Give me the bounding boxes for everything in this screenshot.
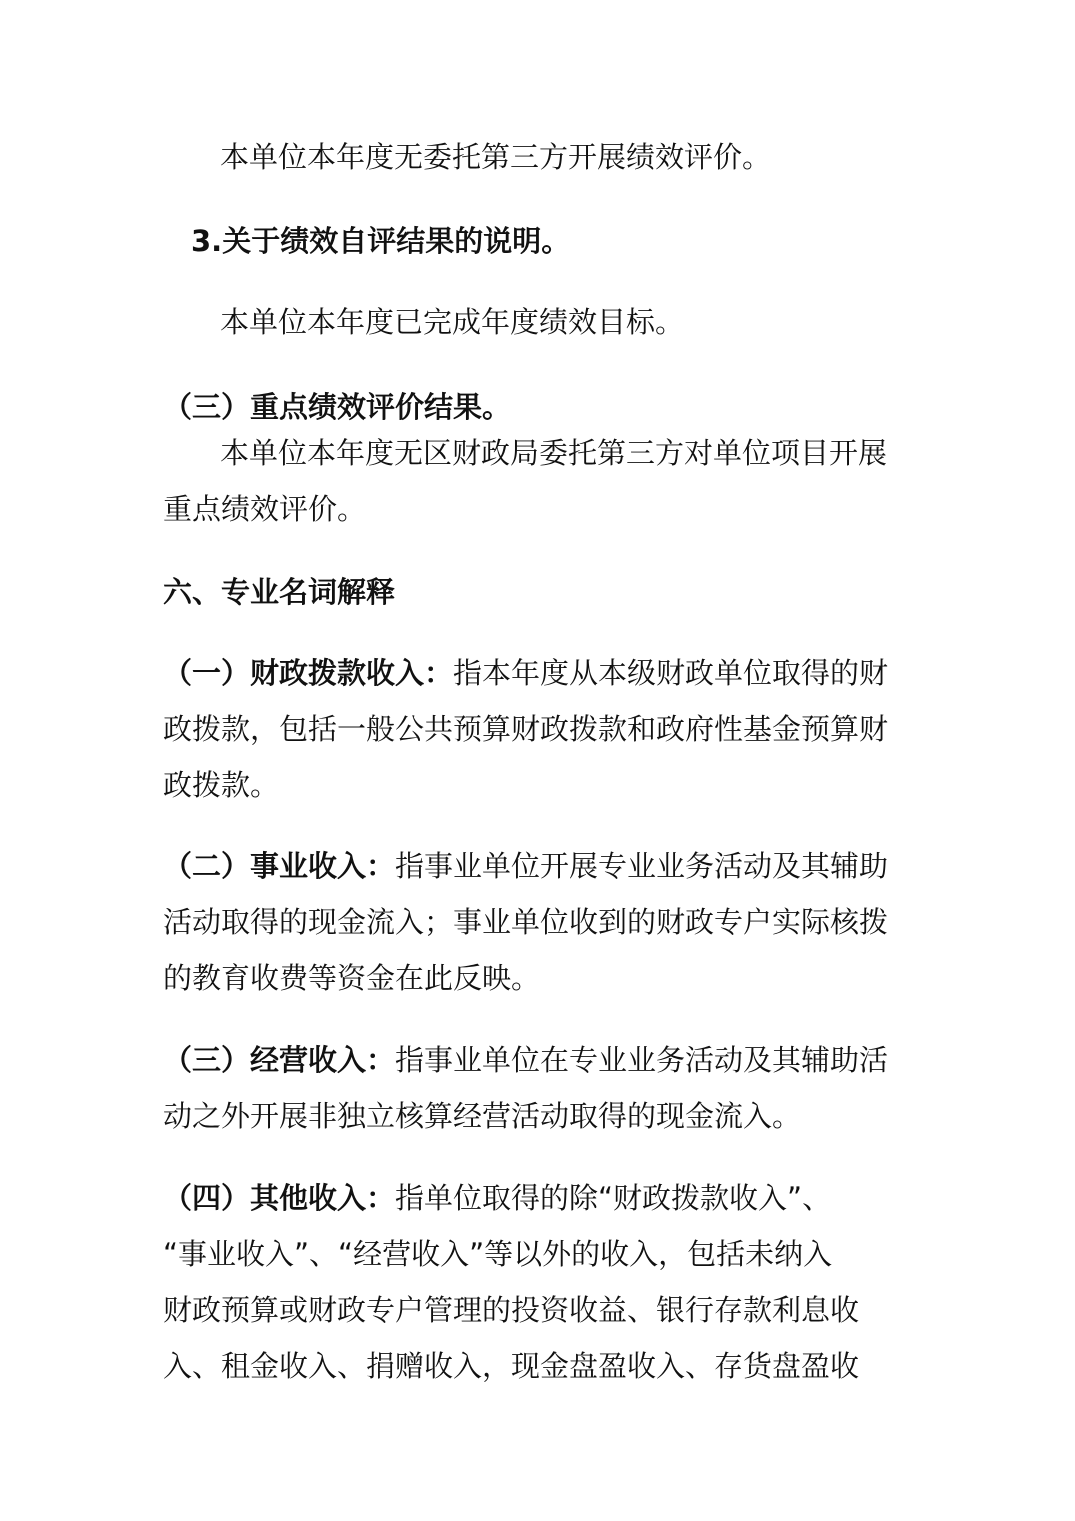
definition-4-text: 指单位取得的除“财政拨款收入”、 [395,1181,832,1215]
definition-1-line-3: 政拨款。 [163,768,280,802]
definition-1-text: 指本年度从本级财政单位取得的财 [453,656,889,690]
heading-key-performance-evaluation: （三）重点绩效评价结果。 [163,390,512,424]
definition-2-text: 指事业单位开展专业业务活动及其辅助 [395,849,889,883]
heading-terminology: 六、专业名词解释 [163,575,396,609]
definition-3-term: （三）经营收入： [163,1043,396,1077]
definition-4-line-1 [163,1178,831,1218]
definition-2-line-3: 的教育收费等资金在此反映。 [163,961,541,995]
definition-3-line-2: 动之外开展非独立核算经营活动取得的现金流入。 [163,1099,802,1133]
definition-4-line-3: 财政预算或财政专户管理的投资收益、银行存款利息收 [163,1293,860,1327]
definition-2-line-2: 活动取得的现金流入；事业单位收到的财政专户实际核拨 [163,905,889,939]
definition-3-line-1 [163,1040,888,1080]
paragraph-no-third-party-evaluation: 本单位本年度无委托第三方开展绩效评价。 [220,140,772,174]
heading-self-evaluation-result: 3.关于绩效自评结果的说明。 [191,224,571,258]
definition-2-term: （二）事业收入： [163,849,396,883]
definition-4-term: （四）其他收入： [163,1181,396,1215]
paragraph-goals-completed: 本单位本年度已完成年度绩效目标。 [220,305,685,339]
definition-1-term: （一）财政拨款收入： [163,656,454,690]
definition-2-line-1 [163,846,888,886]
definition-4-line-2: “事业收入”、“经营收入”等以外的收入，包括未纳入 [163,1237,833,1271]
paragraph-key-evaluation-line-1: 本单位本年度无区财政局委托第三方对单位项目开展 [220,436,888,470]
definition-4-line-4: 入、租金收入、捐赠收入，现金盘盈收入、存货盘盈收 [163,1349,860,1383]
definition-3-text: 指事业单位在专业业务活动及其辅助活 [395,1043,889,1077]
paragraph-key-evaluation-line-2: 重点绩效评价。 [163,492,367,526]
definition-1-line-2: 政拨款，包括一般公共预算财政拨款和政府性基金预算财 [163,712,889,746]
definition-1-line-1 [163,653,888,693]
